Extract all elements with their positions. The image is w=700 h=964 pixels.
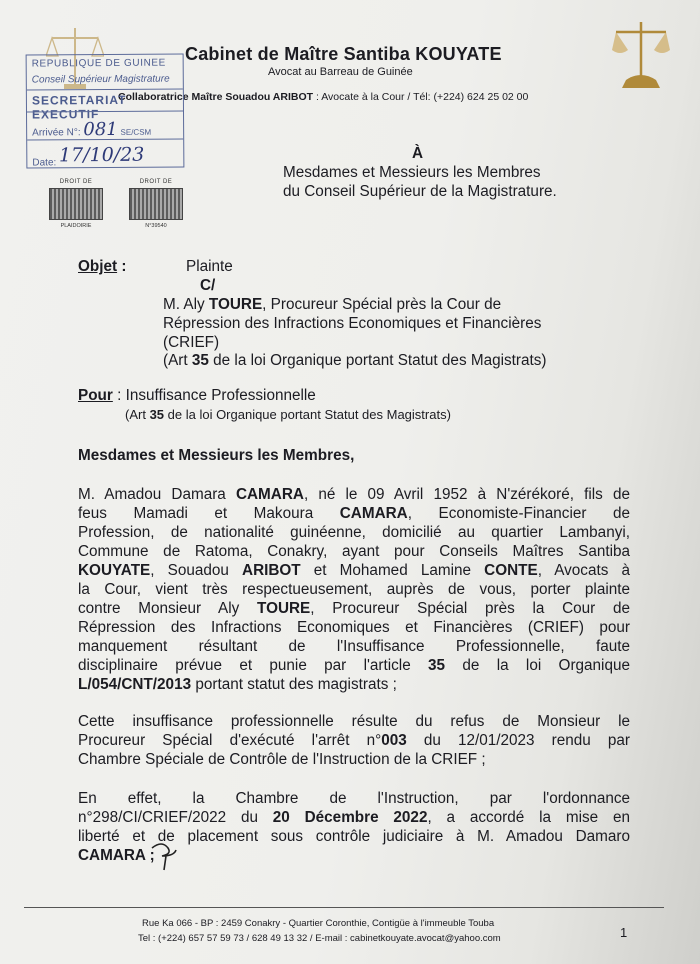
objet-line-2: Répression des Infractions Economiques et Financières — [163, 315, 542, 332]
stamp-council: Conseil Supérieur Magistrature — [31, 73, 170, 86]
page-number: 1 — [620, 925, 628, 940]
p2-line-1: Cette insuffisance professionnelle résulte du refus de Monsieur le — [78, 713, 630, 730]
p1-line-6: la Cour, vient très respectueusement, auprès de vous, porter plainte — [78, 581, 630, 598]
collaborator-name: Collaboratrice Maître Souadou ARIBOT — [118, 91, 314, 103]
stamp-arrivee — [32, 119, 151, 141]
addressee-line-1: Mesdames et Messieurs les Membres — [283, 164, 541, 181]
pour-subline: (Art 35 de la loi Organique portant Statut des Magistrats) — [125, 407, 451, 422]
addressee-a: À — [412, 145, 424, 162]
stamp-arrivee-label: Arrivée N°: — [32, 127, 81, 139]
pour-text: : Insuffisance Professionnelle — [112, 387, 316, 404]
p1-line-1: M. Amadou Damara CAMARA, né le 09 Avril 1952 à N'zérékoré, fils de — [78, 486, 630, 503]
fiscal-stamp-bottom: PLAIDOIRIE — [60, 223, 92, 229]
p3-line-3: liberté et de placement sous contrôle judiciaire à M. Amadou Damaro — [78, 828, 630, 845]
footer-contact: Tel : (+224) 657 57 59 73 / 628 49 13 32 / E-mail : cabinetkouyate.avocat@yahoo.com — [138, 933, 501, 944]
cabinet-subtitle: Avocat au Barreau de Guinée — [268, 66, 413, 78]
objet-line-1: M. Aly TOURE, Procureur Spécial près la Cour de — [163, 296, 502, 313]
p2-line-3: Chambre Spéciale de Contrôle de l'Instruction de la CRIEF ; — [78, 751, 486, 768]
stamp-arrivee-value: 081 — [83, 118, 118, 141]
fiscal-stamp-top: DROIT DE — [139, 179, 173, 185]
fiscal-stamp-top: DROIT DE — [59, 179, 93, 185]
stamp-date-label: Date: — [32, 157, 57, 169]
stamp-date — [32, 143, 145, 171]
p1-line-4: Commune de Ratoma, Conakry, ayant pour Conseils Maîtres Santiba — [78, 543, 630, 560]
fiscal-stamp — [46, 179, 106, 229]
scales-of-justice-right-icon — [612, 18, 670, 90]
stamp-secretariat: SECRETARIAT EXECUTIF — [31, 92, 127, 122]
p1-line-3: Profession, de nationalité guinéenne, domicilié au quartier Lambanyi, — [78, 524, 630, 541]
collaborator-contact: : Avocate à la Cour / Tél: (+224) 624 25 02 00 — [313, 91, 529, 103]
objet-line-3: (CRIEF) — [163, 334, 220, 351]
objet-colon: : — [117, 258, 127, 275]
p1-line-5: KOUYATE, Souadou ARIBOT et Mohamed Lamine CONTE, Avocats à — [78, 562, 630, 579]
p2-line-2: Procureur Spécial d'exécuté l'arrêt n°003 du 12/01/2023 rendu par — [78, 732, 631, 749]
p3-line-1: En effet, la Chambre de l'Instruction, par l'ordonnance — [78, 790, 630, 807]
objet-label-row — [78, 258, 126, 277]
reception-stamp — [26, 53, 185, 168]
footer-address: Rue Ka 066 - BP : 2459 Conakry - Quartier Coronthie, Contigüe à l'immeuble Touba — [142, 918, 495, 929]
p3-line-2: n°298/CI/CRIEF/2022 du 20 Décembre 2022, a accordé la mise en — [78, 809, 630, 826]
stamp-arrivee-suffix: SE/CSM — [120, 127, 152, 137]
p1-line-10: disciplinaire prévue et punie par l'article 35 de la loi Organique — [78, 657, 630, 674]
p1-line-11: L/054/CNT/2013 portant statut des magistrats ; — [78, 676, 397, 693]
p3-line-4: CAMARA ; — [78, 847, 155, 864]
objet-contre: C/ — [200, 277, 216, 294]
addressee-line-2: du Conseil Supérieur de la Magistrature. — [283, 183, 557, 200]
fiscal-stamp-bottom: N°39540 — [145, 223, 167, 229]
salutation: Mesdames et Messieurs les Membres, — [78, 447, 355, 464]
p1-line-2: feus Mamadi et Makoura CAMARA, Economiste-Financier de — [78, 505, 630, 522]
footer-divider — [24, 907, 664, 908]
fiscal-stamp — [126, 179, 186, 229]
p1-line-7: contre Monsieur Aly TOURE, Procureur Spécial près la Cour de — [78, 600, 630, 617]
cabinet-title: Cabinet de Maître Santiba KOUYATE — [185, 44, 502, 64]
p1-line-9: manquement résultant de l'Insuffisance Professionnelle, faute — [78, 638, 630, 655]
pour-label: Pour — [78, 387, 113, 404]
stamp-republic: REPUBLIQUE DE GUINEE — [31, 57, 166, 70]
pour-row — [78, 387, 316, 406]
objet-line-4: (Art 35 de la loi Organique portant Statut des Magistrats) — [163, 352, 547, 369]
objet-plainte: Plainte — [186, 258, 233, 275]
stamp-date-value: 17/10/23 — [58, 143, 145, 167]
objet-label: Objet — [78, 258, 118, 275]
p1-line-8: Répression des Infractions Economiques et Financières (CRIEF) pour — [78, 619, 630, 636]
handwritten-initial-icon — [148, 838, 182, 872]
